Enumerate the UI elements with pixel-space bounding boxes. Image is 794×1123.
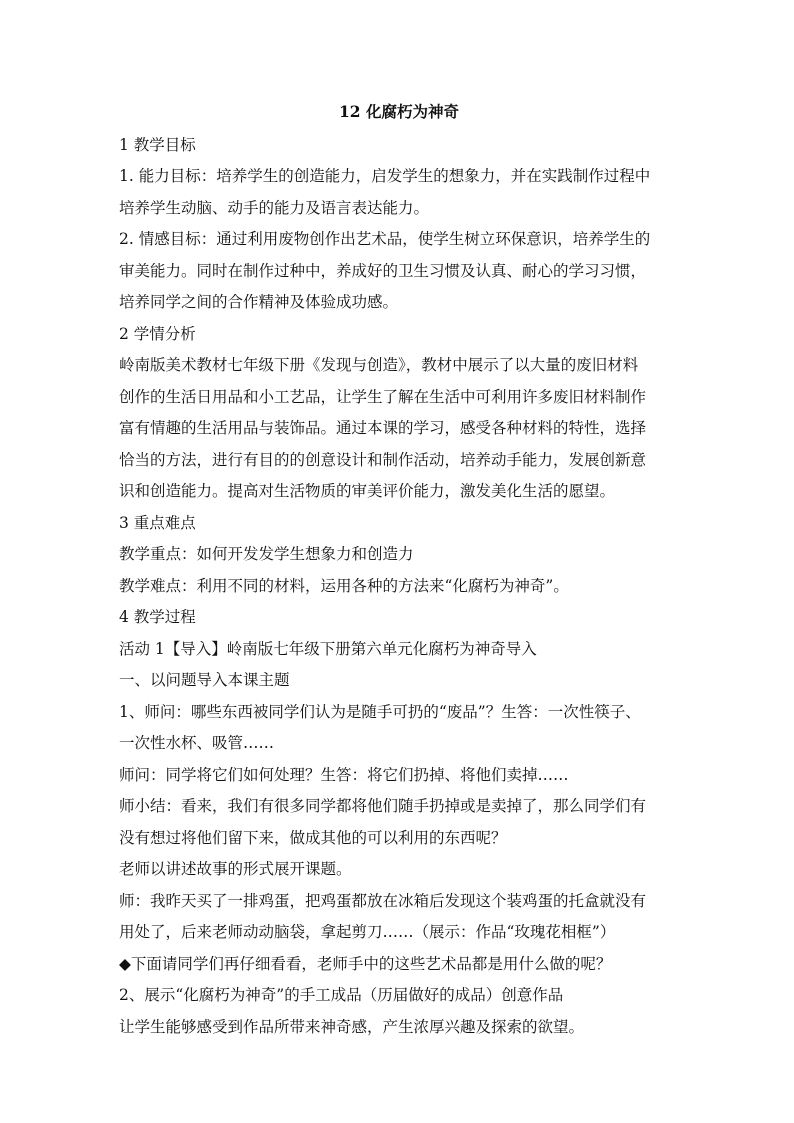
text-line: 4 教学过程: [119, 608, 196, 626]
text-line: 1、师问：哪些东西被同学们认为是随手可扔的“废品”？生答：一次性筷子、: [119, 702, 641, 721]
text-line: 富有情趣的生活用品与装饰品。通过本课的学习，感受各种材料的特性，选择: [119, 419, 647, 437]
heading-teaching-process: [119, 602, 679, 634]
text-line: 审美能力。同时在制作过种中，养成好的卫生习惯及认真、耐心的学习习惯，: [119, 261, 647, 280]
paragraph-difficult-point: [119, 571, 679, 603]
paragraph-question-1: [119, 697, 679, 760]
text-line: 创作的生活日用品和小工艺品，让学生了解在生活中可利用许多废旧材料制作: [119, 387, 647, 406]
text-line: 师问：同学将它们如何处理？生答：将它们扔掉、将他们卖掉……: [119, 765, 569, 784]
paragraph-feel-wonder: [119, 1012, 679, 1044]
heading-student-analysis: [119, 319, 679, 351]
text-line: 老师以讲述故事的形式展开课题。: [119, 860, 352, 878]
text-line: 2、展示“化腐朽为神奇”的手工成品（历届做好的成品）创意作品: [119, 986, 564, 1004]
paragraph-story-intro: [119, 854, 679, 886]
text-line: 恰当的方法，进行有目的的创意设计和制作活动，培养动手能力，发展创新意: [119, 450, 647, 469]
text-line: 岭南版美术教材七年级下册《发现与创造》，教材中展示了以大量的废旧材料: [119, 356, 639, 374]
document-title: 12 化腐朽为神奇: [339, 102, 459, 121]
paragraph-key-point: [119, 539, 679, 571]
text-line: 教学难点：利用不同的材料，运用各种的方法来“化腐朽为神奇”。: [119, 576, 569, 595]
text-line: 师小结：看来，我们有很多同学都将他们随手扔掉或是卖掉了，那么同学们有: [119, 797, 647, 815]
text-line: 师：我昨天买了一排鸡蛋，把鸡蛋都放在冰箱后发现这个装鸡蛋的托盒就没有: [119, 891, 647, 910]
paragraph-student-analysis: [119, 350, 679, 508]
text-line: 2. 情感目标：通过利用废物创作出艺术品，使学生树立环保意识，培养学生的: [119, 230, 651, 248]
paragraph-section-one: [119, 665, 679, 697]
text-line: 活动 1【导入】岭南版七年级下册第六单元化腐朽为神奇导入: [119, 639, 537, 658]
text-line: 识和创造能力。提高对生活物质的审美评价能力，激发美化生活的愿望。: [119, 482, 616, 500]
text-line: 一次性水杯、吸管……: [119, 734, 275, 752]
text-line: 教学重点：如何开发发学生想象力和创造力: [119, 545, 414, 563]
text-line: 用处了，后来老师动动脑袋，拿起剪刀……（展示：作品“玫瑰花相框”）: [119, 923, 616, 941]
heading-teaching-goals: [119, 130, 679, 162]
document-content: [119, 96, 679, 1043]
paragraph-teacher-story: [119, 886, 679, 949]
paragraph-emotion-goal: [119, 224, 679, 319]
paragraph-ability-goal: [119, 161, 679, 224]
heading-key-points: [119, 508, 679, 540]
text-line: 1. 能力目标：培养学生的创造能力，启发学生的想象力，并在实践制作过程中: [119, 167, 651, 185]
paragraph-show-works: [119, 980, 679, 1012]
text-line: 1 教学目标: [119, 135, 196, 154]
text-line: 3 重点难点: [119, 513, 196, 532]
paragraph-activity-1: [119, 634, 679, 666]
paragraph-question-2: [119, 760, 679, 792]
text-line: 一、以问题导入本课主题: [119, 671, 290, 689]
text-line: 没有想过将他们留下来，做成其他的可以利用的东西呢？: [119, 828, 507, 847]
text-line: ◆下面请同学们再仔细看看，老师手中的这些艺术品都是用什么做的呢？: [119, 954, 612, 973]
text-line: 让学生能够感受到作品所带来神奇感，产生浓厚兴趣及探索的欲望。: [119, 1017, 585, 1036]
text-line: 2 学情分析: [119, 324, 196, 343]
text-line: 培养学生动脑、动手的能力及语言表达能力。: [119, 198, 430, 217]
text-line: 培养同学之间的合作精神及体验成功感。: [119, 293, 399, 311]
paragraph-teacher-summary: [119, 791, 679, 854]
paragraph-observe-prompt: [119, 949, 679, 981]
